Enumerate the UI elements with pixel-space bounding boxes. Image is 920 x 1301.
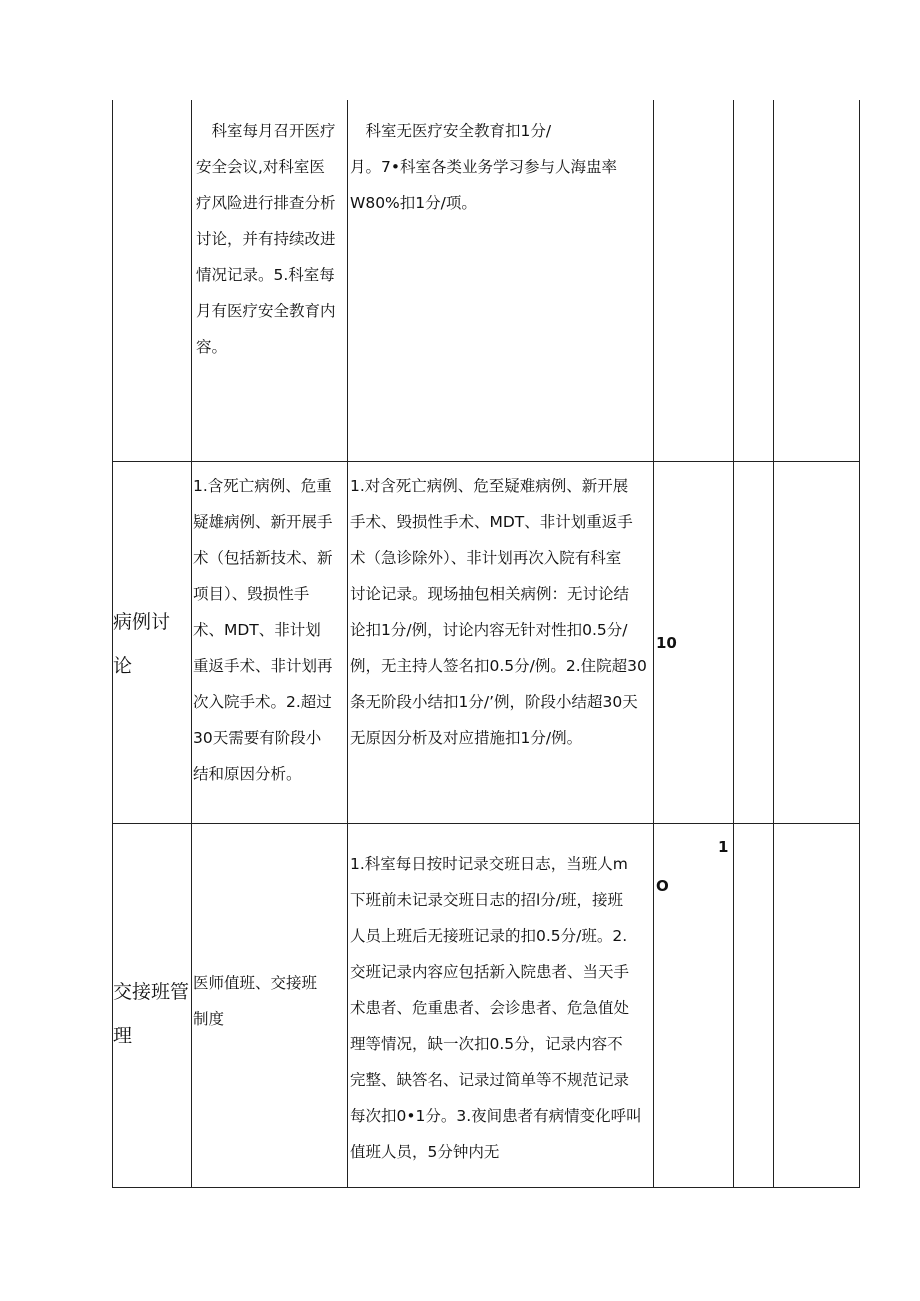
row3-score-top: 1 (718, 838, 729, 856)
row-divider (112, 823, 860, 824)
row2-score: 10 (656, 634, 677, 652)
row-divider (112, 461, 860, 462)
column-divider (191, 100, 192, 1188)
row1-scoring: 科室无医疗安全教育扣1分/ 月。7•科室各类业务学习参与人海盅率 W80%扣1分/项。 (350, 122, 618, 212)
column-divider (653, 100, 654, 1188)
row3-standard: 医师值班、交接班 制度 (193, 974, 318, 1028)
row3-category: 交接班管 理 (113, 981, 190, 1047)
row3-scoring: 1.科室每日按时记录交班日志，当班人m 下班前未记录交班日志的招l分/班，接班 人员上班后无接班记录的扣0.5分/班。2. 交班记录内容应包括新入院患者、当天手 术患者、危重患者、会诊患者、危急值处 理等情况，缺一次扣0.5分，记录内容不 完整、缺答名、记录过简单等不规范记录 每次扣0•1分。3.夜间患者有病情变化呼叫 值班人员，5分钟内无 (350, 855, 642, 1161)
row2-scoring: 1.对含死亡病例、危至疑难病例、新开展 手术、毁损性手术、MDT、非计划重返手 术（急诊除外）、非计划再次入院有科室 讨论记录。现场抽包相关病例：无讨论结 论扣1分/例，讨论内容无针对性扣0.5分/ 例，无主持人签名扣0.5分/例。2.住院超30 条无阶段小结扣1分/’例，阶段小结超30天 无原因分析及对应措施扣1分/例。 (350, 477, 647, 747)
row2-category: 病例讨 论 (113, 611, 171, 677)
row2-standard: 1.含死亡病例、危重 疑雄病例、新开展手 术（包括新技术、新 项目）、毁损性手 术、MDT、非计划 重返手术、非计划再 次入院手术。2.超过 30天需要有阶段小 结和原因分析。 (193, 477, 333, 783)
column-divider (733, 100, 734, 1188)
table-border-bottom (112, 1187, 860, 1188)
row1-standard: 科室每月召开医疗 安全会议,对科室医 疗风险进行排查分析 讨论，并有持续改进 情况记录。5.科室每 月有医疗安全教育内 容。 (196, 122, 336, 356)
table-border-right (859, 100, 860, 1188)
column-divider (773, 100, 774, 1188)
row3-score-bottom: O (656, 877, 669, 895)
